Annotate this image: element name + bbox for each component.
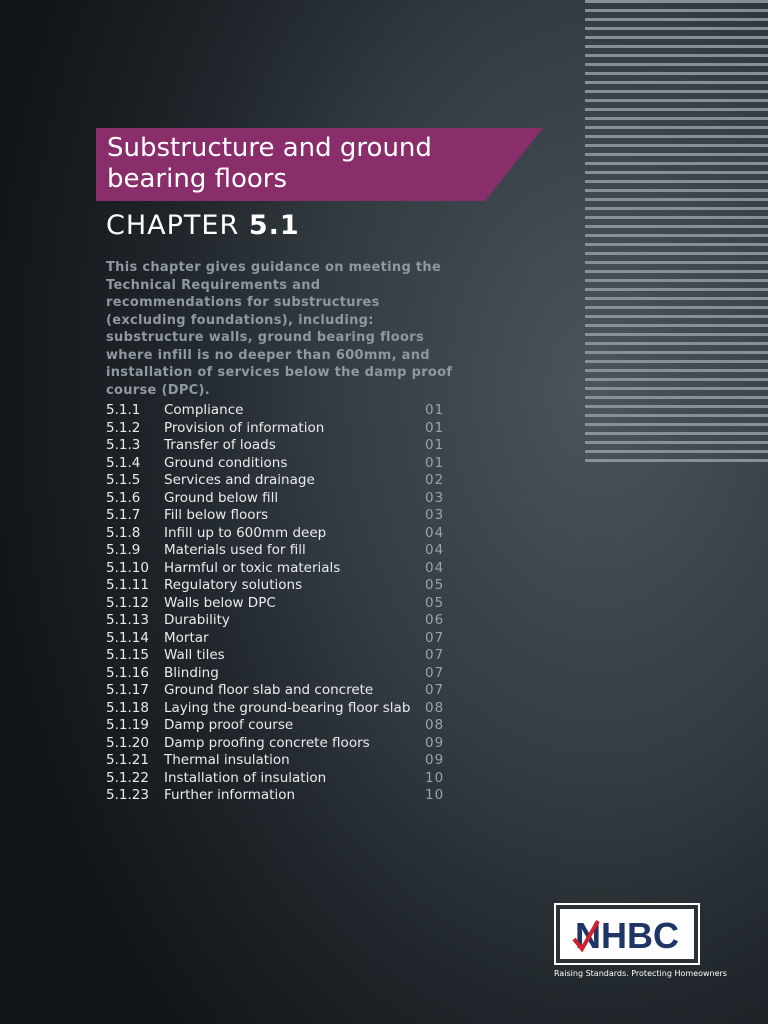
chapter-label: CHAPTER (106, 210, 240, 241)
toc-item-number: 5.1.22 (106, 769, 149, 786)
toc-item[interactable] (106, 682, 456, 700)
chapter-heading (106, 210, 300, 241)
toc-item-page: 01 (425, 454, 445, 471)
toc-item[interactable] (106, 420, 456, 438)
toc-item-page: 10 (425, 769, 445, 786)
toc-item-page: 03 (425, 507, 445, 523)
toc-item-label: Fill below floors (164, 507, 269, 523)
toc-item[interactable] (106, 752, 456, 770)
toc-item[interactable] (106, 647, 456, 665)
toc-item-label: Ground floor slab and concrete (164, 682, 374, 698)
toc-item[interactable] (106, 437, 456, 455)
toc-item[interactable] (106, 402, 456, 420)
toc-item-label: Transfer of loads (164, 437, 276, 453)
toc-item-page: 07 (425, 682, 445, 698)
toc-item-page: 05 (425, 577, 445, 593)
toc-item-label: Compliance (164, 402, 244, 418)
toc-item-page: 08 (425, 717, 445, 733)
decorative-stripes (585, 0, 768, 462)
toc-item-number: 5.1.19 (106, 717, 149, 733)
toc-item-number: 5.1.7 (106, 507, 141, 523)
chapter-number: 5.1 (248, 210, 300, 241)
toc-item[interactable] (106, 630, 456, 648)
toc-item-page: 10 (425, 787, 445, 803)
toc-item-label: Materials used for fill (164, 542, 306, 558)
toc-item[interactable] (106, 735, 456, 753)
toc-item-label: Walls below DPC (164, 594, 276, 611)
toc-item[interactable] (106, 525, 456, 543)
toc-item-page: 07 (425, 647, 445, 663)
toc-item-label: Ground below fill (164, 489, 279, 506)
page-title (107, 133, 507, 195)
toc-item-page: 04 (425, 542, 445, 558)
toc-item-label: Mortar (164, 629, 209, 646)
toc-item-number: 5.1.8 (106, 524, 141, 541)
toc-item[interactable] (106, 595, 456, 613)
toc-item-number: 5.1.16 (106, 664, 149, 681)
toc-item[interactable] (106, 787, 456, 805)
toc-item[interactable] (106, 455, 456, 473)
toc-item[interactable] (106, 665, 456, 683)
toc-item[interactable] (106, 700, 456, 718)
table-of-contents (106, 402, 456, 805)
toc-item-page: 08 (425, 699, 445, 716)
toc-item-page: 01 (425, 419, 445, 436)
toc-item-number: 5.1.5 (106, 472, 141, 488)
toc-item-number: 5.1.9 (106, 542, 141, 558)
toc-item[interactable] (106, 577, 456, 595)
toc-item-page: 01 (425, 437, 445, 453)
toc-item-number: 5.1.12 (106, 594, 149, 611)
toc-item-label: Blinding (164, 664, 219, 681)
toc-item-number: 5.1.14 (106, 629, 149, 646)
toc-item-number: 5.1.15 (106, 647, 149, 663)
toc-item-number: 5.1.10 (106, 559, 149, 576)
title-line-1: Substructure and ground (107, 133, 432, 163)
nhbc-logo-icon (560, 909, 694, 959)
toc-item[interactable] (106, 770, 456, 788)
toc-item[interactable] (106, 542, 456, 560)
toc-item-page: 03 (425, 489, 445, 506)
toc-item-number: 5.1.3 (106, 437, 141, 453)
toc-item-label: Ground conditions (164, 454, 288, 471)
toc-item[interactable] (106, 472, 456, 490)
toc-item-page: 04 (425, 524, 445, 541)
toc-item-label: Durability (164, 612, 230, 628)
toc-item-page: 04 (425, 559, 445, 576)
toc-item-label: Laying the ground-bearing floor slab (164, 699, 411, 716)
toc-item-number: 5.1.18 (106, 699, 149, 716)
toc-item-number: 5.1.17 (106, 682, 149, 698)
toc-item-number: 5.1.23 (106, 787, 149, 803)
toc-item-page: 05 (425, 594, 445, 611)
toc-item-page: 09 (425, 734, 445, 751)
toc-item[interactable] (106, 490, 456, 508)
toc-item-label: Services and drainage (164, 472, 315, 488)
toc-item-label: Thermal insulation (164, 752, 290, 768)
toc-item-number: 5.1.20 (106, 734, 149, 751)
toc-item-number: 5.1.6 (106, 489, 141, 506)
toc-item-page: 07 (425, 664, 445, 681)
toc-item-label: Harmful or toxic materials (164, 559, 341, 576)
toc-item-label: Damp proof course (164, 717, 294, 733)
logo-text: NHBC (575, 915, 679, 956)
toc-item-number: 5.1.13 (106, 612, 149, 628)
toc-item-page: 01 (425, 402, 445, 418)
toc-item-page: 06 (425, 612, 445, 628)
toc-item[interactable] (106, 507, 456, 525)
toc-item-page: 02 (425, 472, 445, 488)
toc-item-label: Regulatory solutions (164, 577, 303, 593)
title-line-2: bearing floors (107, 164, 288, 194)
toc-item[interactable] (106, 560, 456, 578)
tagline: Raising Standards. Protecting Homeowners (554, 969, 727, 978)
toc-item-page: 07 (425, 629, 445, 646)
toc-item-label: Installation of insulation (164, 769, 327, 786)
toc-item-page: 09 (425, 752, 445, 768)
toc-item-number: 5.1.11 (106, 577, 149, 593)
toc-item-label: Provision of information (164, 419, 325, 436)
toc-item[interactable] (106, 717, 456, 735)
intro-paragraph: This chapter gives guidance on meeting the Technical Requirements and recommendations for substructures (excluding foundations), including: substructure walls, ground bearing floors where infill is no deeper than 600mm, and installation of services below the damp proof course (DPC). (106, 260, 453, 398)
toc-item-number: 5.1.4 (106, 454, 141, 471)
toc-item-number: 5.1.2 (106, 419, 141, 436)
toc-item-number: 5.1.1 (106, 402, 141, 418)
toc-item-number: 5.1.21 (106, 752, 149, 768)
toc-item[interactable] (106, 612, 456, 630)
toc-item-label: Damp proofing concrete floors (164, 734, 370, 751)
toc-item-label: Infill up to 600mm deep (164, 524, 327, 541)
toc-item-label: Wall tiles (164, 647, 225, 663)
nhbc-logo (554, 903, 700, 965)
toc-item-label: Further information (164, 787, 296, 803)
